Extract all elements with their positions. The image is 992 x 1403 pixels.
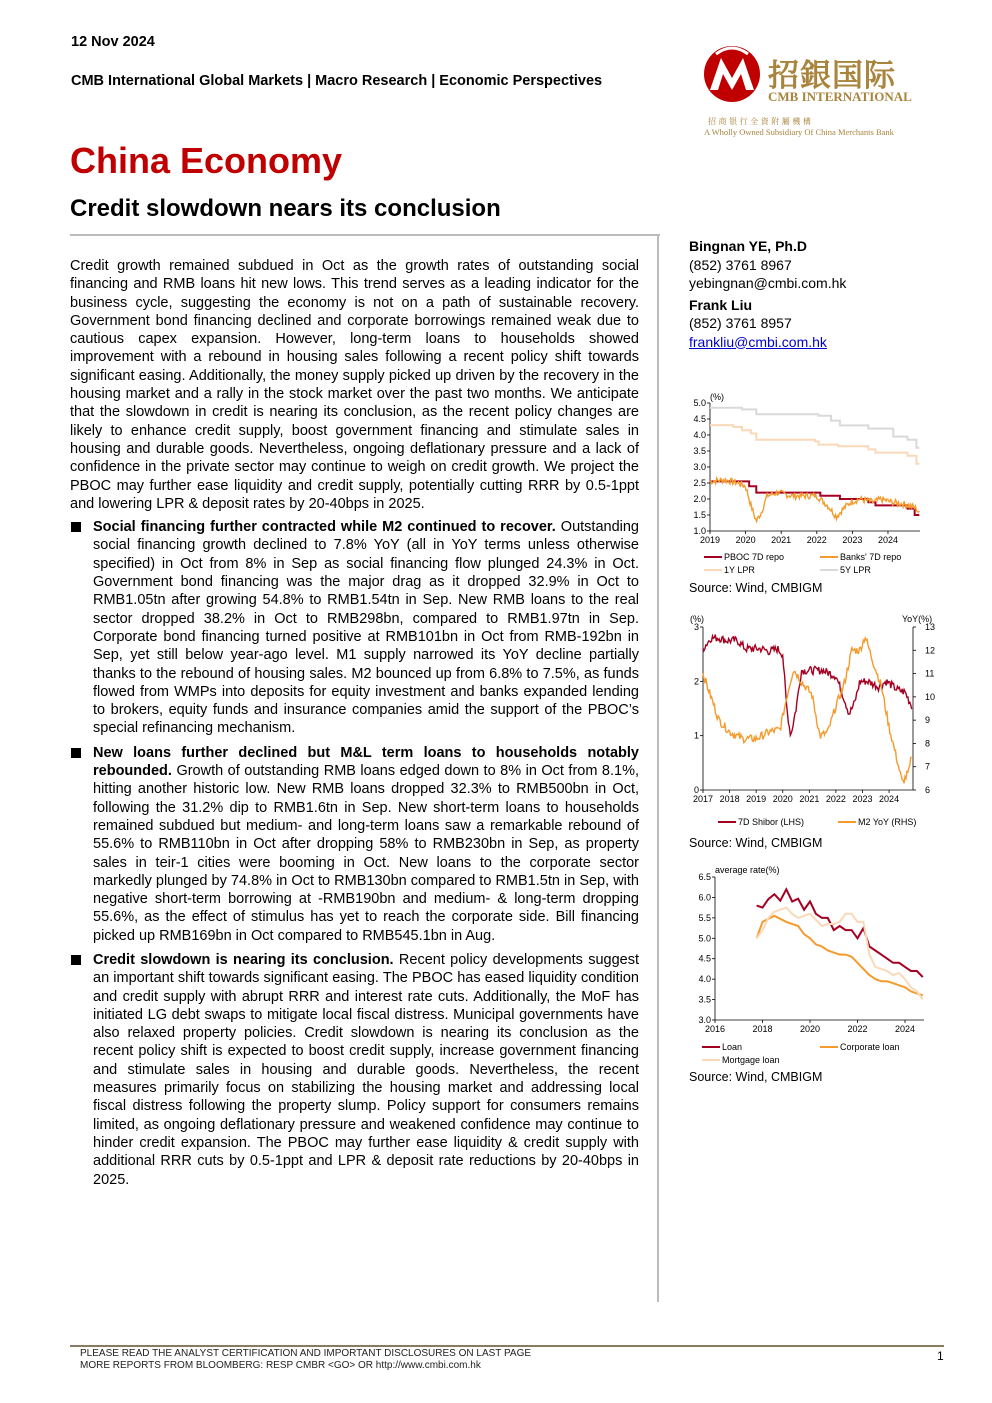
legend-label: 5Y LPR [840,565,871,575]
y-axis-label: average rate(%) [715,865,780,875]
series-line [710,425,919,464]
y2-tick-label: 8 [925,738,931,749]
analyst-email[interactable]: yebingnan@cmbi.com.hk [689,275,847,291]
bullet-heading: New loans further declined but M&L term loans to households notably rebounded. [93,744,639,780]
bullet-new-loans [70,744,639,945]
column-divider [657,234,659,1302]
chart-source: Source: Wind, CMBIGM [689,581,823,595]
bullet-heading: Credit slowdown is nearing its conclusion. [93,951,394,968]
x-tick-label: 2024 [879,794,900,804]
chart-policy-rates [680,388,930,580]
y-tick-label: 2.0 [693,494,706,504]
legend-label: Corporate loan [840,1042,900,1052]
y-tick-label: 6.5 [698,872,711,882]
x-tick-label: 2022 [825,794,846,804]
x-tick-label: 2018 [719,794,740,804]
x-tick-label: 2019 [699,535,721,545]
y-tick-label: 3.0 [693,462,706,472]
page-number: 1 [937,1349,944,1363]
series-line [703,638,912,783]
legend-label: PBOC 7D repo [724,552,785,562]
y-tick-label: 2 [693,676,699,687]
x-tick-label: 2023 [852,794,873,804]
analyst-phone: (852) 3761 8957 [689,315,792,331]
report-date: 12 Nov 2024 [71,34,155,50]
y-tick-label: 3.0 [698,1015,711,1025]
analyst-block [689,237,846,351]
footer-line-1: PLEASE READ THE ANALYST CERTIFICATION AND IMPORTANT DISCLOSURES ON LAST PAGE [80,1348,532,1359]
bullet-heading: Social financing further contracted while M2 continued to recover. [93,519,556,536]
chart-source: Source: Wind, CMBIGM [689,1070,823,1084]
logo-chinese-tagline: 招 商 银 行 全 資 附 屬 機 構 [708,117,811,126]
series-line [757,916,923,996]
y-tick-label: 3.5 [698,994,711,1005]
footer-disclaimer [80,1348,531,1371]
bullet-text: Growth of outstanding RMB loans edged down to 8% in Oct from 8.1%, hitting another historic low. New RMB loans dropped 32.3% to RMB500bn in Oct, following the 31.2% dip to RMB1.6tn in Sep. New short-term loans to households remained subdued but medium- and long-term loans saw a remarkable rebound of 55.6% to RMB110bn in Oct after dropping 58% to RMB230bn in Sep, as property sales in teir-1 cities were booming in Oct. New loans to the corporate sector markedly plunged by 74.8% in Oct to RMB130bn compared to RMB1.5tn in Sep, with negative short-term borrowing at -RMB190bn and medium- & long-term dropping 55.6%, as the effect of stimulus has yet to reach the corporate side. Bill financing picked up RMB169bn in Oct compared to RMB545.1bn in Aug. [93,763,639,944]
x-tick-label: 2022 [806,535,827,545]
x-tick-label: 2022 [847,1024,868,1034]
legend-label: Mortgage loan [722,1055,780,1065]
report-body [70,257,639,1195]
y-tick-label: 1.0 [693,526,706,536]
logo-tagline: A Wholly Owned Subsidiary Of China Merchants Bank [704,127,894,137]
x-tick-label: 2021 [799,794,820,804]
y2-tick-label: 7 [925,761,931,772]
x-tick-label: 2024 [894,1024,916,1034]
legend-label: M2 YoY (RHS) [858,817,917,827]
y2-tick-label: 10 [925,691,936,702]
x-tick-label: 2018 [752,1024,773,1034]
y-axis-label: (%) [710,392,724,402]
y2-tick-label: 13 [925,622,936,632]
y-tick-label: 1.5 [693,510,706,520]
y-tick-label: 0 [693,785,699,795]
x-tick-label: 2021 [771,535,792,545]
y-tick-label: 4.5 [693,414,706,424]
bullet-text: Recent policy developments suggest an important shift towards significant easing. The PBOC has eased liquidity condition and credit supply with abrupt RRR and interest rate cuts. Additionally, the MoF has initiated LG debt swaps to mitigate local fiscal distress. Municipal governments have also relaxed property policies. Credit slowdown is nearing its conclusion as the recent policy shift is expected to boost credit supply, increase government financing and stimulate sales in housing and durable goods. Nevertheless, the recent measures primarily focus on stabilizing the housing market and addressing local fiscal distress following the property slump. Policy support for consumers remains limited, as ongoing deflationary pressure and weakened confidence may continue to hinder credit expansion. The PBOC may further ease liquidity & credit supply with additional RRR cuts by 0.5-1ppt and LPR & deposit rate reductions by 20-40bps in 2025. [93,951,639,1188]
bullet-text: Outstanding social financing growth declined to 7.8% YoY (all in YoY terms unless otherwise specified) in Oct from 8% in Sep as social financing flow plunged 24.3% in Oct. Government bond financing was the major drag as it dropped 32.9% in Oct to RMB1.05tn after growing 54.8% to RMB1.54tn in Sep. New RMB loans to the real sector dropped 38.2% in Oct to RMB298bn, compared to RMB1.97tn in Sep. Corporate bond financing turned positive at RMB101bn in Oct from RMB-192bn in Sep, yet still below year-ago level. M1 supply narrowed its YoY decline partially thanks to the rebound of housing sales. M2 bounced up from 6.8% to 7.5%, as funds flowed from WMPs into deposits for equity investment and banks expanded lending to brokers, equity funds and insurance companies amid the support of the PBOC’s special refinancing mechanism. [93,519,639,737]
series-line [710,478,919,521]
y2-tick-label: 6 [925,785,931,795]
bullet-social-financing [70,518,639,738]
report-title: China Economy [70,140,343,181]
intro-paragraph: Credit growth remained subdued in Oct as the growth rates of outstanding social financing and RMB loans hit new lows. This trend serves as a leading indicator for the business cycle, suggesting the economy is not on a path of sustainable recovery. Government bond financing declined and corporate borrowings remained weak due to cautious capex expansion. However, long-term loans to households showed improvement with a rebound in housing sales following a recent policy shift towards significant easing. Additionally, the money supply picked up driven by the recovery in the housing market and a rally in the stock market over the past two months. We anticipate that the slowdown in credit is nearing its conclusion, as the recent policy changes are likely to enhance credit supply, boost government financing and stimulate sales in housing and durable goods. Nevertheless, ongoing deflationary pressure and a lack of confidence in the private sector may continue to weigh on credit growth. We project the PBOC may further ease liquidity and credit supply, potentially cutting RRR by 0.5-1ppt and lowering LPR & deposit rates by 20-40bps in 2025. [70,258,639,512]
y-tick-label: 6.0 [698,892,711,903]
series-line [757,889,923,977]
x-tick-label: 2016 [704,1024,726,1034]
x-tick-label: 2024 [877,535,898,545]
chart-loan-rates [680,860,930,1068]
report-subtitle: Credit slowdown nears its conclusion [70,195,501,222]
cmb-international-logo [702,44,932,139]
analyst-name: Bingnan YE, Ph.D [689,238,807,254]
y-tick-label: 2.5 [693,478,706,488]
analyst-email-link[interactable]: frankliu@cmbi.com.hk [689,333,827,350]
y-tick-label: 4.0 [693,430,706,440]
x-tick-label: 2019 [746,794,767,804]
analyst-name: Frank Liu [689,296,753,313]
y-tick-label: 3 [693,622,699,632]
footer-divider [70,1345,944,1347]
y-tick-label: 4.5 [698,953,711,964]
x-tick-label: 2020 [735,535,756,545]
chart-source: Source: Wind, CMBIGM [689,836,823,850]
x-tick-label: 2020 [799,1024,821,1034]
y-tick-label: 1 [693,730,699,741]
x-tick-label: 2020 [772,794,793,804]
y2-axis-label: YoY(%) [902,614,933,624]
x-tick-label: 2023 [842,535,863,545]
bullet-credit-slowdown [70,951,639,1189]
y-tick-label: 5.0 [698,933,711,944]
department-line: CMB International Global Markets | Macro Research | Economic Perspectives [71,73,603,89]
legend-label: Banks' 7D repo [840,552,902,562]
legend-label: 7D Shibor (LHS) [738,817,805,827]
logo-chinese-name: 招銀国际 [768,58,896,94]
x-tick-label: 2017 [692,794,714,804]
logo-english-name: CMB INTERNATIONAL [768,89,912,104]
y-tick-label: 5.5 [698,912,711,923]
y-tick-label: 3.5 [693,446,706,456]
series-line [710,481,919,515]
chart-shibor-m2 [680,609,942,833]
header-divider [70,234,660,236]
y2-tick-label: 9 [925,715,931,726]
y2-tick-label: 11 [925,668,935,679]
y-tick-label: 4.0 [698,974,711,985]
legend-label: Loan [722,1042,743,1052]
analyst-phone: (852) 3761 8967 [689,256,792,273]
y2-tick-label: 12 [925,645,936,656]
footer-line-2: MORE REPORTS FROM BLOOMBERG: RESP CMBR <GO> OR http://www.cmbi.com.hk [80,1359,481,1371]
y-tick-label: 5.0 [693,398,706,408]
y-axis-label: (%) [690,614,704,624]
legend-label: 1Y LPR [724,565,755,575]
